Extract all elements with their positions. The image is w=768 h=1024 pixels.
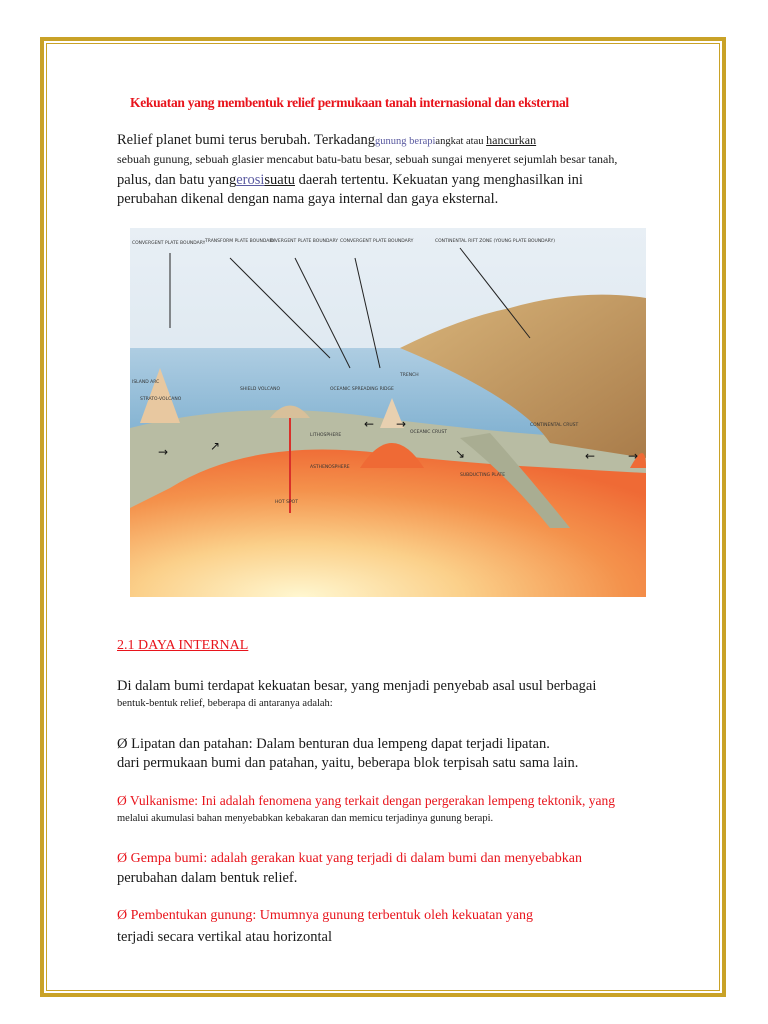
label-asthenosphere: ASTHENOSPHERE (310, 465, 350, 470)
intro-text: angkat atau (435, 136, 487, 147)
intro-text: palus, dan batu yang (117, 172, 237, 188)
label-hot-spot: HOT SPOT (275, 500, 298, 505)
intro-text: Relief planet bumi terus berubah. Terkadang (117, 132, 376, 148)
svg-text:←: ← (585, 449, 596, 463)
svg-text:→: → (628, 449, 639, 463)
plate-tectonics-diagram (130, 228, 646, 597)
intro-line-2: sebuah gunung, sebuah glasier mencabut batu-batu besar, sebuah sungai menyeret sejumlah besar tanah, (117, 152, 618, 166)
item-gempa-line-2: perubahan dalam bentuk relief. (117, 870, 298, 886)
item-lipatan-line-2: dari permukaan bumi dan patahan, yaitu, beberapa blok terpisah satu sama lain. (117, 755, 579, 771)
label-subducting-plate: SUBDUCTING PLATE (460, 473, 506, 478)
label-rift-zone: CONTINENTAL RIFT ZONE (YOUNG PLATE BOUNDARY) (435, 239, 555, 244)
section-intro-line-2: bentuk-bentuk relief, beberapa di antaranya adalah: (117, 698, 333, 709)
label-shield-volcano: SHIELD VOLCANO (240, 387, 280, 392)
label-divergent: DIVERGENT PLATE BOUNDARY (270, 239, 339, 244)
svg-text:→: → (396, 417, 407, 431)
item-vulkanisme-line-1: Ø Vulkanisme: Ini adalah fenomena yang terkait dengan pergerakan lempeng tektonik, yang (117, 793, 616, 808)
item-gempa-line-1: Ø Gempa bumi: adalah gerakan kuat yang terjadi di dalam bumi dan menyebabkan (117, 851, 582, 866)
label-convergent-2: CONVERGENT PLATE BOUNDARY (340, 239, 414, 244)
label-transform: TRANSFORM PLATE BOUNDARY (205, 239, 275, 244)
label-island-arc: ISLAND ARC (132, 380, 160, 385)
intro-text: daerah tertentu. Kekuatan yang menghasilkan ini (295, 172, 583, 188)
label-trench: TRENCH (400, 373, 419, 378)
label-lithosphere: LITHOSPHERE (310, 433, 342, 438)
svg-text:↘: ↘ (455, 447, 466, 461)
intro-line-3 (117, 172, 583, 189)
label-continental-crust: CONTINENTAL CRUST (530, 423, 579, 428)
link-hancurkan[interactable]: hancurkan (486, 133, 537, 147)
label-strato-volcano: STRATO-VOLCANO (140, 397, 182, 402)
item-lipatan-line-1: Ø Lipatan dan patahan: Dalam benturan dua lempeng dapat terjadi lipatan. (117, 736, 550, 752)
section-heading: 2.1 DAYA INTERNAL (117, 638, 249, 653)
document-title: Kekuatan yang membentuk relief permukaan tanah internasional dan eksternal (130, 95, 569, 110)
link-gunung-berapi[interactable]: gunung berapi (375, 136, 436, 147)
item-vulkanisme-line-2: melalui akumulasi bahan menyebabkan kebakaran dan memicu terjadinya gunung berapi. (117, 813, 494, 824)
section-intro-line-1: Di dalam bumi terdapat kekuatan besar, yang menjadi penyebab asal usul berbagai (117, 678, 597, 694)
label-convergent-1: CONVERGENT PLATE BOUNDARY (132, 241, 206, 246)
svg-text:→: → (158, 445, 169, 459)
link-erosi[interactable]: erosi (236, 172, 265, 188)
label-spreading-ridge: OCEANIC SPREADING RIDGE (330, 387, 394, 392)
label-oceanic-crust: OCEANIC CRUST (410, 430, 448, 435)
svg-text:←: ← (364, 417, 375, 431)
item-gunung-line-2: terjadi secara vertikal atau horizontal (117, 929, 332, 945)
intro-line-4: perubahan dikenal dengan nama gaya internal dan gaya eksternal. (117, 191, 499, 207)
svg-text:↗: ↗ (210, 439, 221, 453)
link-suatu[interactable]: suatu (264, 172, 295, 188)
intro-line-1 (117, 131, 536, 149)
item-gunung-line-1: Ø Pembentukan gunung: Umumnya gunung terbentuk oleh kekuatan yang (117, 908, 534, 923)
